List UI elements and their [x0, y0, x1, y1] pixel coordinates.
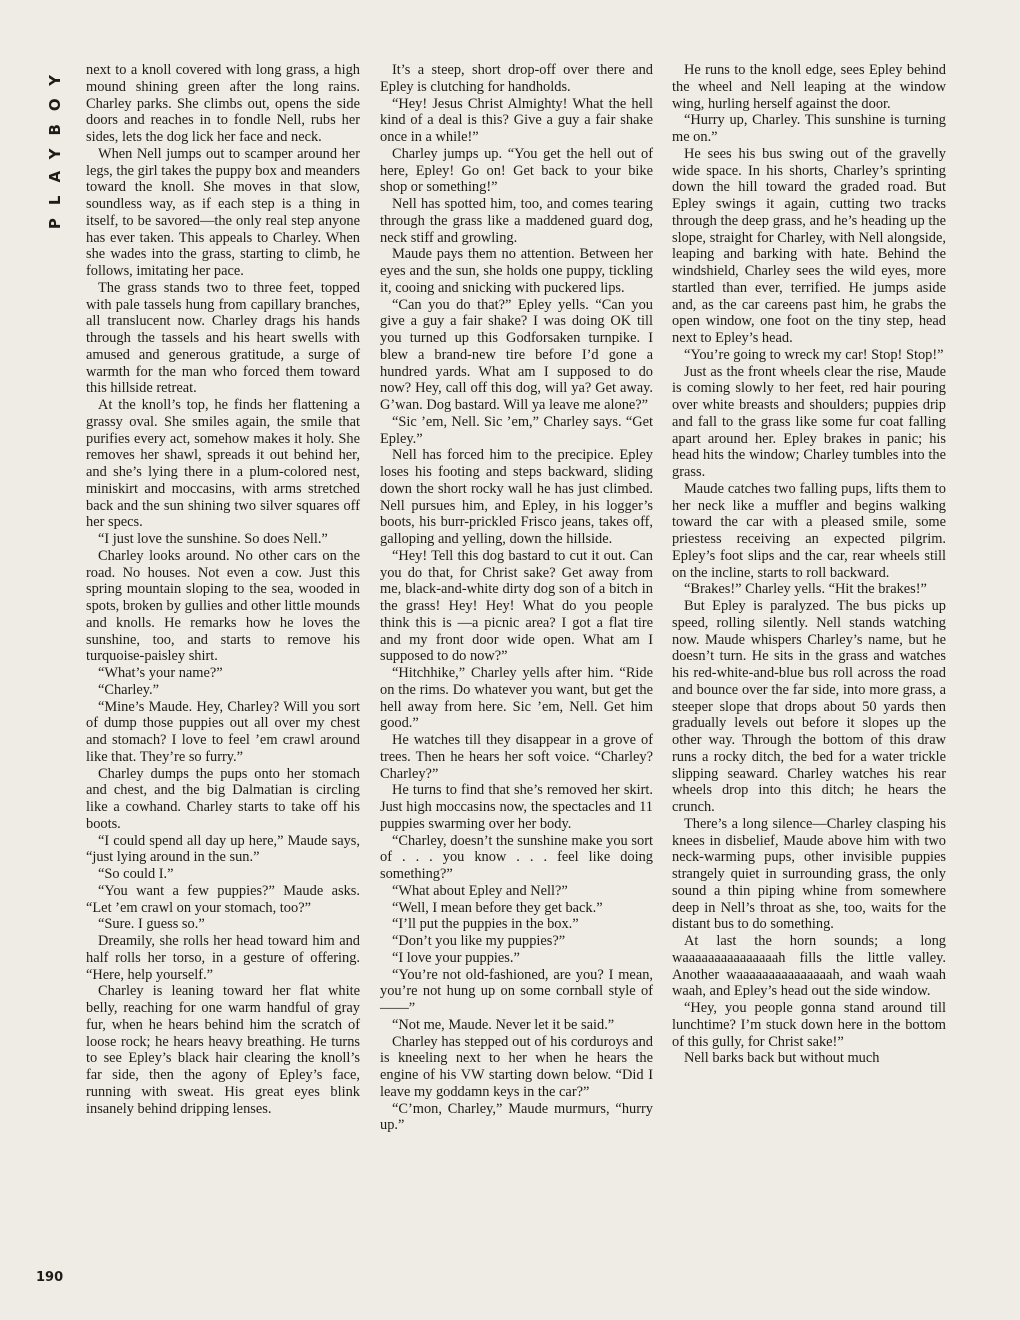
text-column-1 — [86, 62, 360, 1117]
paragraph: “Charley.” — [98, 681, 159, 698]
paragraph: “Can you do that?” Epley yells. “Can you give a guy a fair shake? I was doing OK till you turned up this Godforsaken turnpike. I blew a brand-new tire before I’d gone a hundred yards. What am I supposed to do now? Hey, call off this dog, will ya? Get away. G’wan. Dog bastard. Will ya leave me alone?” — [380, 296, 653, 413]
paragraph: Nell has spotted him, too, and comes tearing through the grass like a maddened guard dog, neck stiff and growling. — [380, 196, 653, 246]
paragraph: “Sure. I guess so.” — [98, 916, 205, 933]
paragraph: “Don’t you like my puppies?” — [392, 933, 566, 949]
paragraph: There’s a long silence—Charley clasping his knees in disbelief, Maude above him with two neck-warming pups, other invisible puppies strangely quiet in surrounding grass, the only sound a thin piping whine from somewhere deep in Nell’s throat as she, too, waits for the distant bus to do something. — [672, 815, 946, 933]
paragraph: He watches till they disappear in a grove of trees. Then he hears her soft voice. “Charley? Charley?” — [380, 732, 653, 782]
paragraph: “Sic ’em, Nell. Sic ’em,” Charley says. “Get Epley.” — [380, 413, 653, 447]
paragraph: “Well, I mean before they get back.” — [392, 899, 603, 916]
paragraph: next to a knoll covered with long grass, a high mound shining green after the long rains. Charley parks. She climbs out, opens the side doors and reaches in to fondle Nell, rubs her sides, lets the dog lick her face and neck. — [86, 62, 360, 145]
paragraph: “What about Epley and Nell?” — [392, 882, 568, 899]
text-column-2 — [380, 62, 653, 1134]
paragraph: He sees his bus swing out of the gravelly wide space. In his shorts, Charley’s sprinting down the hill toward the graded road. But Epley swings it again, cutting two tracks through the deep grass, and he’s heading up the slope, straight for Charley, with Nell alongside, leaping and barking with hate. Behind the windshield, Charley sees the wild eyes, more startled than ever, terrified. He jumps aside and, as the car careens past him, he grabs the open window, one foot on the tiny step, head next to Epley’s head. — [672, 145, 946, 346]
paragraph: The grass stands two to three feet, topped with pale tassels hung from capillary branches, all translucent now. Charley drags his hands through the tassels and his heart swells with amused and generous gratitude, a surge of warmth for the man who forced them toward this hillside retreat. — [86, 279, 360, 397]
paragraph: Nell has forced him to the precipice. Epley loses his footing and steps backward, sliding down the short rocky wall he has just climbed. Nell pursues him, and Epley, in his logger’s boots, his burr-prickled Frisco jeans, takes off, galloping and yelling, down the hillside. — [380, 447, 653, 547]
paragraph: When Nell jumps out to scamper around her legs, the girl takes the puppy box and meanders toward the knoll. She moves in that slow, soundless way, as if each step is a thing in itself, to be savored—the only real step anyone has ever taken. This appeals to Charley. When she wades into the grass, starting to climb, he follows, imitating her pace. — [86, 145, 360, 279]
paragraph: “I love your puppies.” — [392, 949, 520, 966]
paragraph: Dreamily, she rolls her head toward him and half rolls her torso, in a gesture of offering. “Here, help yourself.” — [86, 933, 360, 983]
paragraph: “Mine’s Maude. Hey, Charley? Will you sort of dump those puppies out all over my chest and stomach? I love to feel ’em crawl around like that. They’re so furry.” — [86, 698, 360, 765]
text-column-3 — [672, 62, 946, 1067]
paragraph: “Hey! Tell this dog bastard to cut it out. Can you do that, for Christ sake? Get away from me, black-and-white dirty dog son of a bitch in the grass! Hey! Hey! What do you people think this is —a picnic area? I got a flat tire and my front door wide open. What am I supposed to do now?” — [380, 547, 653, 665]
paragraph: “I just love the sunshine. So does Nell.” — [98, 531, 328, 547]
paragraph: “So could I.” — [98, 866, 174, 882]
paragraph: It’s a steep, short drop-off over there and Epley is clutching for handholds. — [380, 62, 653, 95]
paragraph: Maude catches two falling pups, lifts them to her neck like a muffler and begins walking toward the car with a pleased smile, some priestess receiving an expected pilgrim. Epley’s foot slips and the car, rear wheels still on the incline, starts to roll backward. — [672, 480, 946, 581]
paragraph: Charley jumps up. “You get the hell out of here, Epley! Go on! Get back to your bike shop or something!” — [380, 145, 653, 196]
paragraph: “Brakes!” Charley yells. “Hit the brakes!” — [684, 581, 927, 598]
paragraph: Maude pays them no attention. Between her eyes and the sun, she holds one puppy, tickling it, cooing and snicking with puckered lips. — [380, 246, 653, 296]
paragraph: But Epley is paralyzed. The bus picks up speed, rolling silently. Nell stands watching now. Maude whispers Charley’s name, but he doesn’t turn. He sits in the grass and watches his red-white-and-blue bus roll across the road and bounce over the far side, into more grass, a steeper slope that drops about 50 yards then gradually levels out before it slopes up the other way. Through the bottom of this draw runs a rocky ditch, the bed for a water trickle slipping seaward. Charley watches his rear wheels drop into this ditch; he hears the crunch. — [672, 598, 946, 815]
paragraph: He turns to find that she’s removed her skirt. Just high moccasins now, the spectacles and 11 puppies swarming over her body. — [380, 782, 653, 832]
paragraph: “I could spend all day up here,” Maude says, “just lying around in the sun.” — [86, 832, 360, 866]
paragraph: “Hitchhike,” Charley yells after him. “Ride on the rims. Do whatever you want, but get the hell away from here. Sic ’em, Nell. Get him good.” — [380, 665, 653, 732]
paragraph: Just as the front wheels clear the rise, Maude is coming slowly to her feet, red hair pouring over white breasts and shoulders; puppies drip and fall to the grass like some fur coat falling apart around her. Epley brakes in panic; his head hits the window; Charley tumbles into the grass. — [672, 363, 946, 480]
paragraph: “You’re going to wreck my car! Stop! Stop!” — [684, 346, 944, 363]
paragraph: “I’ll put the puppies in the box.” — [392, 916, 579, 933]
page-number: 190 — [36, 1270, 64, 1285]
paragraph: Charley has stepped out of his corduroys and is kneeling next to her when he hears the engine of his VW starting down below. “Did I leave my goddamn keys in the car?” — [380, 1033, 653, 1100]
paragraph: “Charley, doesn’t the sunshine make you sort of . . . you know . . . feel like doing something?” — [380, 832, 653, 882]
paragraph: At last the horn sounds; a long waaaaaaaaaaaaaaah fills the little valley. Another waaaaaaaaaaaaaaah, and waah waah waah, and Epley’s head out the side window. — [672, 933, 946, 1000]
paragraph: “You’re not old-fashioned, are you? I mean, you’re not hung up on some cornball style of——” — [380, 966, 653, 1016]
paragraph: At the knoll’s top, he finds her flattening a grassy oval. She smiles again, the smile that purifies every act, somehow makes it holy. She removes her shawl, spreads it out behind her, and she’s lying there in a plum-colored nest, miniskirt and moccasins, with arms stretched back and the sun shining two silver squares off her specs. — [86, 397, 360, 531]
paragraph: “Hurry up, Charley. This sunshine is turning me on.” — [672, 112, 946, 145]
paragraph: “C’mon, Charley,” Maude murmurs, “hurry up.” — [380, 1100, 653, 1134]
paragraph: Nell barks back but without much — [684, 1050, 880, 1067]
paragraph: “Hey! Jesus Christ Almighty! What the hell kind of a deal is this? Give a guy a fair shake once in a while!” — [380, 95, 653, 145]
paragraph: Charley looks around. No other cars on the road. No houses. Not even a cow. Just this spring mountain sloping to the sea, wooded in spots, broken by gullies and other little mounds and knolls. He remarks how he loves the sunshine, too, and starts to remove his turquoise-paisley shirt. — [86, 547, 360, 665]
paragraph: “What’s your name?” — [98, 665, 223, 681]
paragraph: Charley is leaning toward her flat white belly, reaching for one warm handful of gray fur, when he hears behind him the scratch of loose rock; he hears heavy breathing. He turns to see Epley’s black hair clearing the knoll’s far side, then the agony of Epley’s face, running with sweat. His great eyes blink insanely behind dripping lenses. — [86, 983, 360, 1117]
paragraph: “Not me, Maude. Never let it be said.” — [392, 1016, 615, 1033]
magazine-masthead: PLAYBOY — [46, 62, 64, 230]
paragraph: Charley dumps the pups onto her stomach and chest, and the big Dalmatian is circling like a cowhand. Charley starts to take off his boots. — [86, 765, 360, 832]
paragraph: “Hey, you people gonna stand around till lunchtime? I’m stuck down here in the bottom of this gully, for Christ sake!” — [672, 1000, 946, 1050]
paragraph: “You want a few puppies?” Maude asks. “Let ’em crawl on your stomach, too?” — [86, 882, 360, 916]
paragraph: He runs to the knoll edge, sees Epley behind the wheel and Nell leaping at the window wing, hurling herself against the door. — [672, 62, 946, 112]
